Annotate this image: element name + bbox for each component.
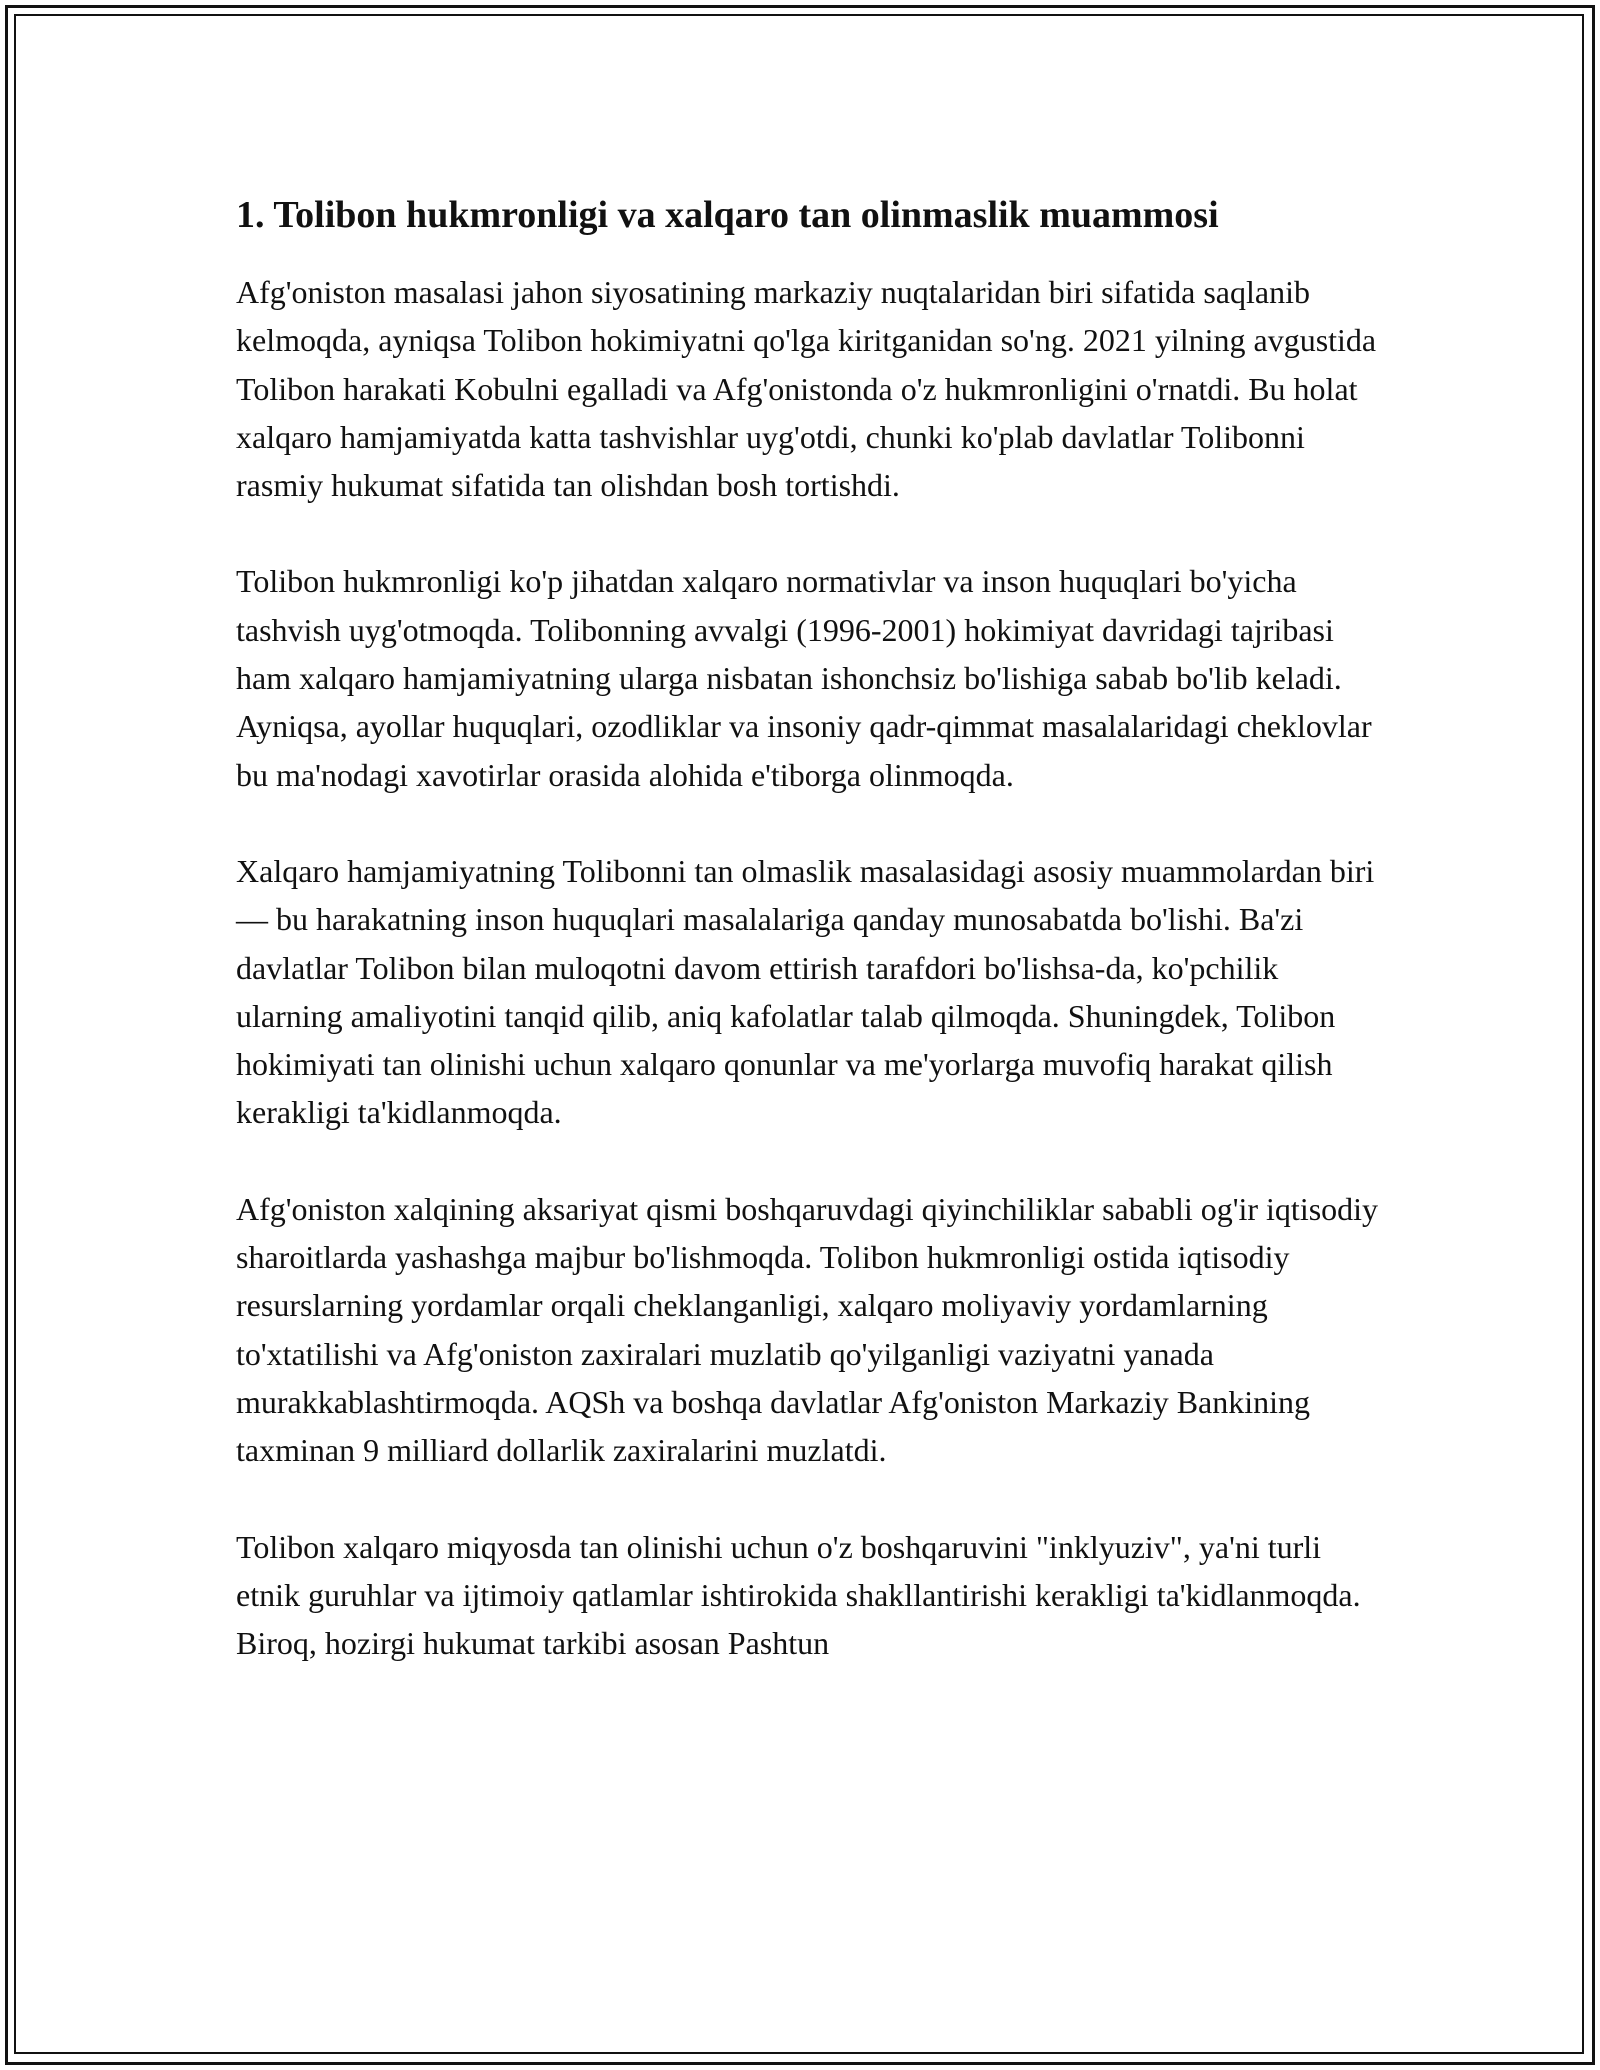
paragraph-5: Tolibon xalqaro miqyosda tan olinishi uchun o'z boshqaruvini "inklyuziv", ya'ni turli etnik guruhlar va ijtimoiy qatlamlar ishtirokida shakllantirishi kerakligi ta'kidlanmoqda. Biroq, hozirgi hukumat tarkibi asosan Pashtun	[236, 1528, 1361, 1662]
paragraph-4: Afg'oniston xalqining aksariyat qismi boshqaruvdagi qiyinchiliklar sababli og'ir iqtisodiy sharoitlarda yashashga majbur bo'lishmoqda. Tolibon hukmronligi ostida iqtisodiy resurslarning yordamlar orqali cheklanganligi, xalqaro moliyaviy yordamlarning to'xtatilishi va Afg'oniston zaxiralari muzlatib qo'yilganligi vaziyatni yanada murakkablashtirmoqda. AQSh va boshqa davlatlar Afg'oniston Markaziy Bankining taxminan 9 milliard dollarlik zaxiralarini muzlatdi.	[236, 1190, 1379, 1469]
section-heading: 1. Tolibon hukmronligi va xalqaro tan olinmaslik muammosi	[236, 194, 1219, 236]
paragraph-2: Tolibon hukmronligi ko'p jihatdan xalqaro normativlar va inson huquqlari bo'yicha tashvish uyg'otmoqda. Tolibonning avvalgi (1996-2001) hokimiyat davridagi tajribasi ham xalqaro hamjamiyatning ularga nisbatan ishonchsiz bo'lishiga sabab bo'lib keladi. Ayniqsa, ayollar huquqlari, ozodliklar va insoniy qadr-qimmat masalalaridagi cheklovlar bu ma'nodagi xavotirlar orasida alohida e'tiborga olinmoqda.	[236, 563, 1372, 793]
paragraph-1: Afg'oniston masalasi jahon siyosatining markaziy nuqtalaridan biri sifatida saqlanib kelmoqda, ayniqsa Tolibon hokimiyatni qo'lga kiritganidan so'ng. 2021 yilning avgustida Tolibon harakati Kobulni egalladi va Afg'onistonda o'z hukmronligini o'rnatdi. Bu holat xalqaro hamjamiyatda katta tashvishlar uyg'otdi, chunki ko'plab davlatlar Tolibonni rasmiy hukumat sifatida tan olishdan bosh tortishdi.	[236, 274, 1377, 504]
paragraph-3: Xalqaro hamjamiyatning Tolibonni tan olmaslik masalasidagi asosiy muammolardan biri — bu harakatning inson huquqlari masalalariga qanday munosabatda bo'lishi. Ba'zi davlatlar Tolibon bilan muloqotni davom ettirish tarafdori bo'lishsa-da, ko'pchilik ularning amaliyotini tanqid qilib, aniq kafolatlar talab qilmoqda. Shuningdek, Tolibon hokimiyati tan olinishi uchun xalqaro qonunlar va me'yorlarga muvofiq harakat qilish kerakligi ta'kidlanmoqda.	[236, 852, 1375, 1131]
document-body	[236, 184, 1386, 1667]
